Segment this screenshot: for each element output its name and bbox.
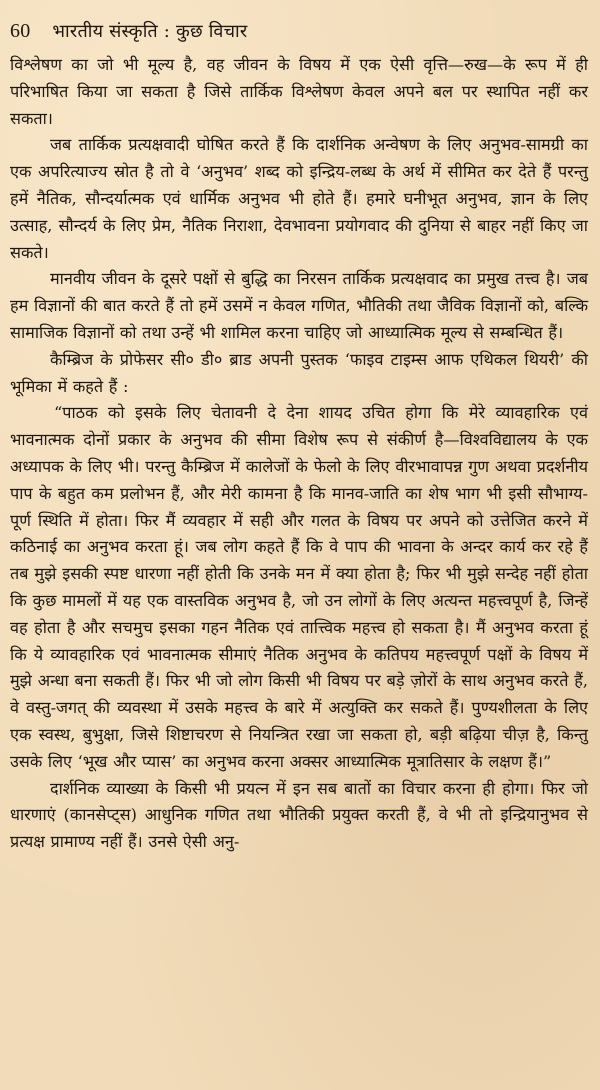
paragraph-broad-intro: कैम्ब्रिज के प्रोफेसर सी० डी० ब्राड अपनी पुस्तक ‘फाइव टाइम्स आफ एथिकल थियरी’ की भूमिका में कहते हैं : <box>10 349 588 396</box>
page-number: 60 <box>10 20 31 42</box>
paragraph-philosophical-explanation: दार्शनिक व्याख्या के किसी भी प्रयत्न में इन सब बातों का विचार करना ही होगा। फिर जो धारणाएं (कानसेप्ट्स) आधुनिक गणित तथा भौतिकी प्रयुक्त करती हैं, वे भी तो इन्द्रियानुभव से प्रत्यक्ष प्रामाण्य नहीं हैं। उनसे ऐसी अनु- <box>10 778 588 852</box>
paragraph-analysis-continuation: विश्लेषण का जो भी मूल्य है, वह जीवन के विषय में एक ऐसी वृत्ति—रुख—के रूप में ही परिभाषित किया जा सकता है जिसे तार्किक विश्लेषण केवल अपने बल पर स्थापित नहीं कर सकता। <box>10 55 588 128</box>
paragraph-human-life: मानवीय जीवन के दूसरे पक्षों से बुद्धि का निरसन तार्किक प्रत्यक्षवाद का प्रमुख तत्त्व है। जब हम विज्ञानों की बात करते हैं तो हमें उसमें न केवल गणित, भौतिकी तथा जैविक विज्ञानों को, बल्कि सामाजिक विज्ञानों को तथा उन्हें भी शामिल करना चाहिए जो आध्यात्मिक मूल्य से सम्बन्धित हैं। <box>10 269 588 342</box>
book-title: भारतीय संस्कृति : कुछ विचार <box>52 21 248 42</box>
body-text <box>10 52 588 856</box>
running-header <box>10 14 588 50</box>
paragraph-logical-positivists: जब तार्किक प्रत्यक्षवादी घोषित करते हैं कि दार्शनिक अन्वेषण के लिए अनुभव-सामग्री का एक अपरित्याज्य स्रोत है तो वे ‘अनुभव’ शब्द को इन्द्रिय-लब्ध के अर्थ में सीमित कर देते हैं परन्तु हमें नैतिक, सौन्दर्यात्मक एवं धार्मिक अनुभव भी होते हैं। हमारे घनीभूत अनुभव, ज्ञान के लिए उत्साह, सौन्दर्य के लिए प्रेम, नैतिक निराशा, देवभावना प्रयोगवाद की दुनिया से बाहर नहीं किए जा सकते। <box>10 135 588 262</box>
paragraph-broad-quote: “पाठक को इसके लिए चेतावनी दे देना शायद उचित होगा कि मेरे व्यावहारिक एवं भावनात्मक दोनों प्रकार के अनुभव की सीमा विशेष रूप से संकीर्ण है—विश्वविद्यालय के एक अध्यापक के लिए भी। परन्तु कैम्ब्रिज में कालेजों के फेलो के लिए वीरभावापन्न गुण अथवा प्रदर्शनीय पाप के बहुत कम प्रलोभन हैं, और मेरी कामना है कि मानव-जाति का शेष भाग भी इसी सौभाग्य-पूर्ण स्थिति में होता। फिर मैं व्यवहार में सही और गलत के विषय पर अपने को उत्तेजित करने में कठिनाई का अनुभव करता हूं। जब लोग कहते हैं कि वे पाप की भावना के अन्दर कार्य कर रहे हैं तब मुझे इसकी स्पष्ट धारणा नहीं होती कि उनके मन में क्या होता है; फिर भी मुझे सन्देह नहीं होता कि कुछ मामलों में यह एक वास्तविक अनुभव है, जो उन लोगों के लिए अत्यन्त महत्त्वपूर्ण है, जिन्हें वह होता है और सचमुच इसका गहन नैतिक एवं तात्त्विक महत्त्व हो सकता है। मैं अनुभव करता हूं कि ये व्यावहारिक एवं भावनात्मक सीमाएं नैतिक अनुभव के कतिपय महत्त्वपूर्ण पक्षों के विषय में मुझे अन्धा बना सकती हैं। फिर भी जो लोग किसी भी विषय पर बड़े ज़ोरों के साथ अनुभव करते हैं, वे वस्तु-जगत् की व्यवस्था में उसके महत्त्व के बारे में अत्युक्ति कर सकते हैं। पुण्यशीलता के लिए एक स्वस्थ, बुभुक्षा, जिसे शिष्टाचरण से नियन्त्रित रखा जा सकता हो, बड़ी बढ़िया चीज़ है, किन्तु उसके लिए ‘भूख और प्यास’ का अनुभव करना अक्सर आध्यात्मिक मूत्रातिसार के लक्षण हैं।” <box>10 403 588 771</box>
